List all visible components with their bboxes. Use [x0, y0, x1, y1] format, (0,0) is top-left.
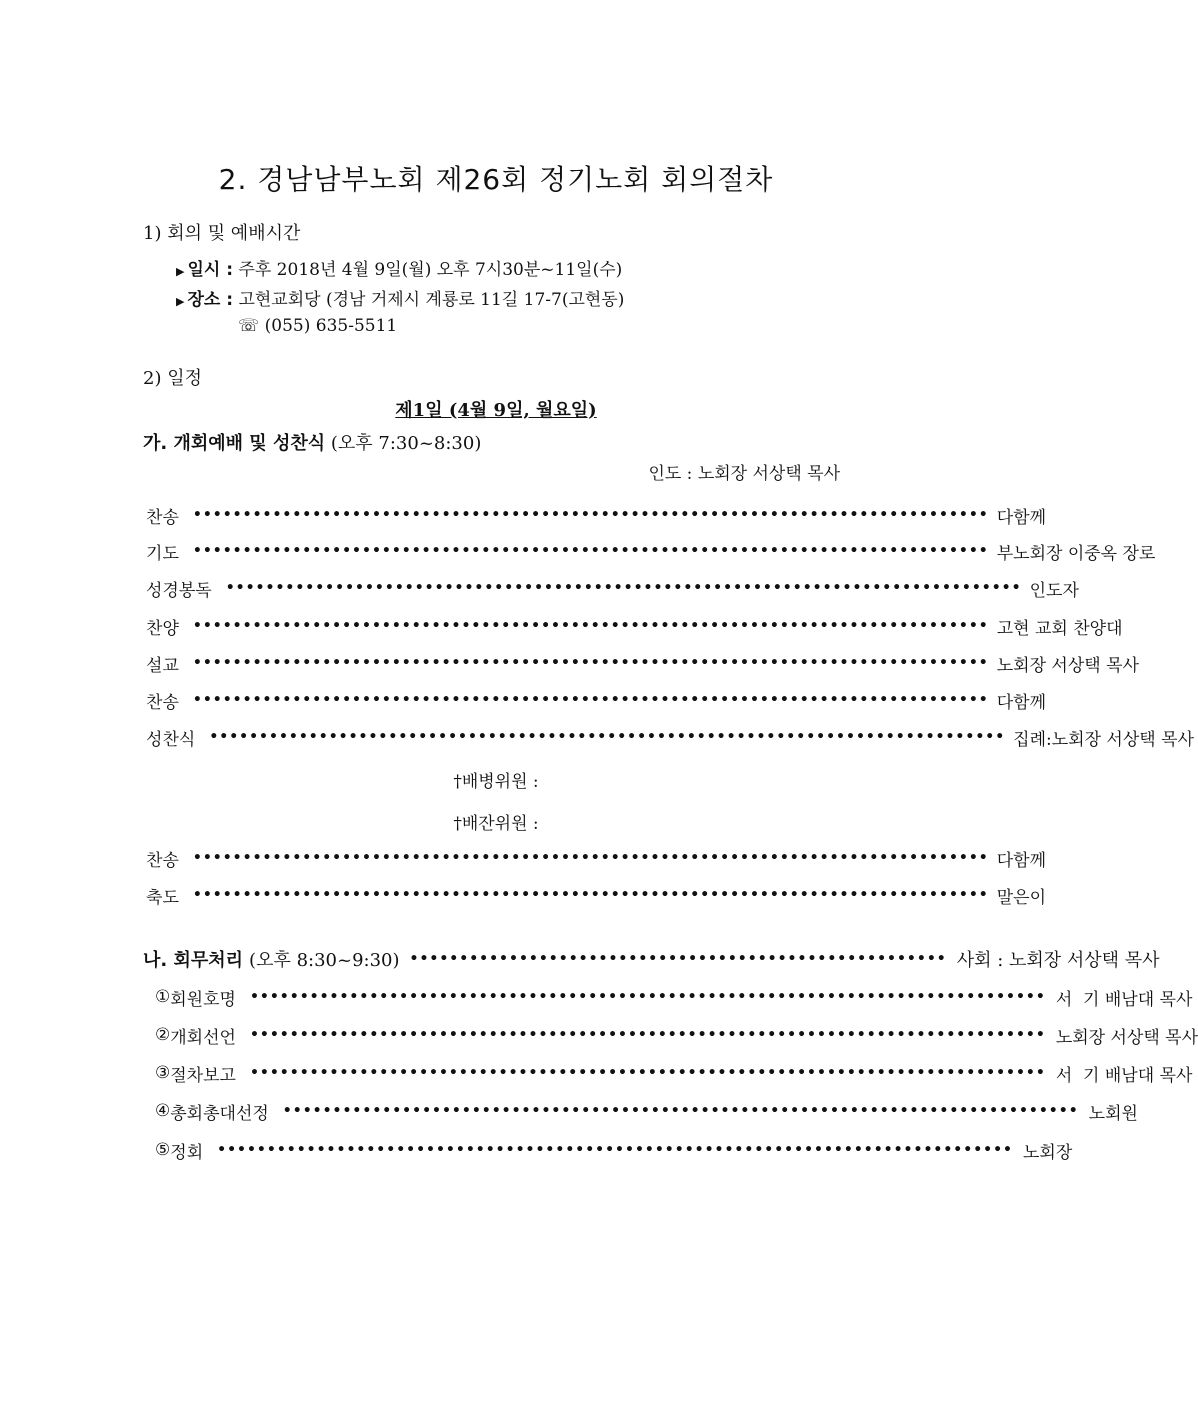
part-a-heading: [143, 429, 481, 455]
date-label: 일시 :: [187, 260, 234, 280]
order-person-char: 도: [1046, 580, 1063, 601]
order-person: 고현 교회 찬양대: [996, 618, 1123, 639]
order-person: 부노회장 이중옥 장로: [996, 543, 1156, 564]
business-person-char: 원: [1121, 1103, 1138, 1124]
item-number: ③: [155, 1063, 171, 1083]
place-label: 장소 :: [187, 290, 234, 310]
business-row: [155, 984, 1193, 1010]
business-person: 노회장 서상택 목사: [1055, 1027, 1198, 1048]
business-person-char: 회: [1039, 1142, 1056, 1163]
business-person: [1089, 1099, 1138, 1124]
part-a-title: 가. 개회예배 및 성찬식: [143, 433, 326, 454]
order-label-char: 찬: [146, 692, 163, 713]
order-person-char: 은: [1013, 887, 1030, 908]
date-value: 주후 2018년 4월 9일(월) 오후 7시30분~11일(수): [238, 260, 623, 280]
dot-leader: ••••••••••••••••••••••••••••••••••••••••••••••••••••••••••••••••••••••••••••••••: [192, 543, 989, 559]
bullet-triangle-icon: ▶: [176, 295, 185, 308]
order-person-char: 함: [1013, 692, 1030, 713]
dot-leader: ••••••••••••••••••••••••••••••••••••••••••••••••••••••••••••••••••••••••••••••••: [192, 655, 989, 671]
dot-leader: ••••••••••••••••••••••••••••••••••••••••••••••••••••••••••••••••••••••••••••••••: [225, 580, 1022, 596]
order-label-char: 교: [162, 655, 179, 676]
business-label-char: 정: [170, 1142, 187, 1163]
bullet-triangle-icon: ▶: [176, 265, 185, 278]
part-b-host: 사회 : 노회장 서상택 목사: [956, 950, 1160, 971]
dot-leader: ••••••••••••••••••••••••••••••••••••••••••••••••••••••••••••••••••••••••••••••••: [192, 507, 989, 523]
item-number: ②: [155, 1025, 171, 1045]
order-row: [146, 882, 1047, 908]
section1-heading: 1) 회의 및 예배시간: [143, 223, 301, 244]
part-b-title: 나. 회무처리: [143, 950, 244, 971]
business-person-char: 노: [1088, 1103, 1106, 1124]
order-label-char: 도: [162, 887, 179, 908]
order-row: [146, 650, 1139, 676]
order-label-char: 찬: [146, 850, 163, 871]
day-title: [0, 396, 992, 422]
dot-leader: ••••••••••••••••••••••••••••••••••••••••••••••••••••••••••••••••••••••••••••••••: [209, 729, 1006, 745]
place-line: [176, 285, 624, 310]
section2-heading: 2) 일정: [143, 368, 202, 389]
order-row: [146, 845, 1047, 871]
business-label: 절차보고: [170, 1065, 236, 1086]
place-value: 고현교회당 (경남 거제시 계룡로 11길 17-7(고현동): [238, 290, 625, 310]
order-person-char: 함: [1013, 850, 1030, 871]
business-row: [155, 1098, 1138, 1124]
order-row: [146, 575, 1079, 601]
date-line: [176, 255, 622, 280]
order-label-char: 송: [162, 850, 179, 871]
order-person-char: 함: [1013, 507, 1030, 528]
item-number: ①: [155, 987, 171, 1007]
order-person: [1030, 576, 1079, 601]
dot-leader: ••••••••••••••••••••••••••••••••••••••••••••••••••••••••••••••••••••••••••••••••: [192, 692, 989, 708]
business-row: [155, 1022, 1198, 1048]
order-label-char: 축: [146, 887, 163, 908]
business-person-char: 회: [1105, 1103, 1122, 1124]
order-label-char: 식: [178, 729, 196, 750]
dot-leader: ••••••••••••••••••••••••••••••••••••••••••••••••••••••••••••••••••••••••••••••••: [192, 850, 989, 866]
dot-leader: ••••••••••••••••••••••••••••••••••••••••••••••••••••••••••••••••••••••••••••••••: [249, 1027, 1046, 1043]
order-label: [146, 503, 179, 528]
order-label: [146, 688, 179, 713]
phone-line: ☏ (055) 635-5511: [238, 316, 398, 336]
business-row: [155, 1137, 1073, 1163]
order-label-char: 성: [146, 729, 163, 750]
dot-leader: ••••••••••••••••••••••••••••••••••••••••••••••••••••••••••••••••••••••••••••••••: [192, 618, 989, 634]
dot-leader: ••••••••••••••••••••••••••••••••••••••••••••••••••••••••••••••••••••••••••••••••: [282, 1103, 1079, 1119]
order-label-char: 양: [162, 618, 179, 639]
business-person: [1023, 1138, 1072, 1163]
dot-leader: ••••••••••••••••••••••••••••••••••••••••••••••••••••••••••••••••••••••••••••••••: [217, 1142, 1013, 1158]
order-person-char: 께: [1029, 850, 1047, 871]
dot-leader: ••••••••••••••••••••••••••••••••••••••••••••••••••••••••••••••••••••••••••••••••: [192, 887, 989, 903]
order-person: [997, 688, 1046, 713]
order-person-char: 인: [1029, 580, 1046, 601]
dot-leader: ••••••••••••••••••••••••••••••••••••••••••••••••••••••••••••••••••••••••••••••••: [249, 1065, 1046, 1081]
business-row: [155, 1060, 1193, 1086]
part-a-time: (오후 7:30~8:30): [330, 433, 482, 454]
business-person-char: 장: [1055, 1142, 1073, 1163]
business-person: 서 기 배남대 목사: [1055, 989, 1193, 1010]
business-label: 개회선언: [170, 1027, 236, 1048]
dot-leader: ••••••••••••••••••••••••••••••••••••••••••••••••••••••: [409, 951, 947, 967]
order-label-char: 설: [146, 655, 163, 676]
order-person: [997, 503, 1046, 528]
order-person: [997, 883, 1046, 908]
order-person-char: 다: [996, 507, 1014, 528]
note-cup-committee: †배잔위원 :: [453, 814, 539, 834]
order-row: [146, 502, 1047, 528]
part-b-heading: [143, 946, 1160, 972]
business-label-char: 회: [186, 1142, 204, 1163]
order-label-char: 찬: [146, 618, 163, 639]
order-label: [146, 846, 179, 871]
page-title: 2. 경남남부노회 제26회 정기노회 회의절차: [218, 163, 774, 196]
order-row: [146, 687, 1047, 713]
item-number: ⑤: [155, 1140, 171, 1160]
business-label: 총회총대선정: [170, 1103, 269, 1124]
dot-leader: ••••••••••••••••••••••••••••••••••••••••••••••••••••••••••••••••••••••••••••••••: [249, 989, 1046, 1005]
order-label-char: 찬: [162, 729, 179, 750]
order-label-char: 기: [146, 543, 163, 564]
order-label-char: 송: [162, 692, 179, 713]
order-label: [146, 725, 195, 750]
order-label-char: 송: [162, 507, 179, 528]
business-person: 서 기 배남대 목사: [1055, 1065, 1193, 1086]
order-label: [146, 614, 179, 639]
order-row: [146, 613, 1123, 639]
order-person: 집례:노회장 서상택 목사: [1013, 729, 1194, 750]
order-label: [146, 539, 179, 564]
order-label: [146, 651, 179, 676]
order-person-char: 자: [1062, 580, 1079, 601]
business-label: 회원호명: [170, 989, 236, 1010]
item-number: ④: [155, 1101, 171, 1121]
day-title-text: 제1일 (4월 9일, 월요일): [395, 400, 597, 421]
order-person-char: 다: [996, 692, 1014, 713]
order-person-char: 께: [1029, 692, 1047, 713]
order-label-char: 도: [162, 543, 179, 564]
order-label-char: 성경봉독: [146, 580, 212, 601]
order-person-char: 다: [996, 850, 1014, 871]
order-person: [997, 846, 1046, 871]
order-person-char: 이: [1029, 887, 1047, 908]
order-row: [146, 538, 1156, 564]
order-person-char: 께: [1029, 507, 1047, 528]
order-person-char: 말: [996, 887, 1014, 908]
order-label: [146, 576, 212, 601]
business-person-char: 노: [1022, 1142, 1040, 1163]
order-label: [146, 883, 179, 908]
business-label: [170, 1138, 203, 1163]
part-b-time: (오후 8:30~9:30): [249, 950, 400, 971]
note-bread-committee: †배병위원 :: [453, 772, 539, 792]
order-person: 노회장 서상택 목사: [996, 655, 1139, 676]
order-row: [146, 724, 1194, 750]
order-label-char: 찬: [146, 507, 163, 528]
leader-line: 인도 : 노회장 서상택 목사: [648, 464, 840, 484]
